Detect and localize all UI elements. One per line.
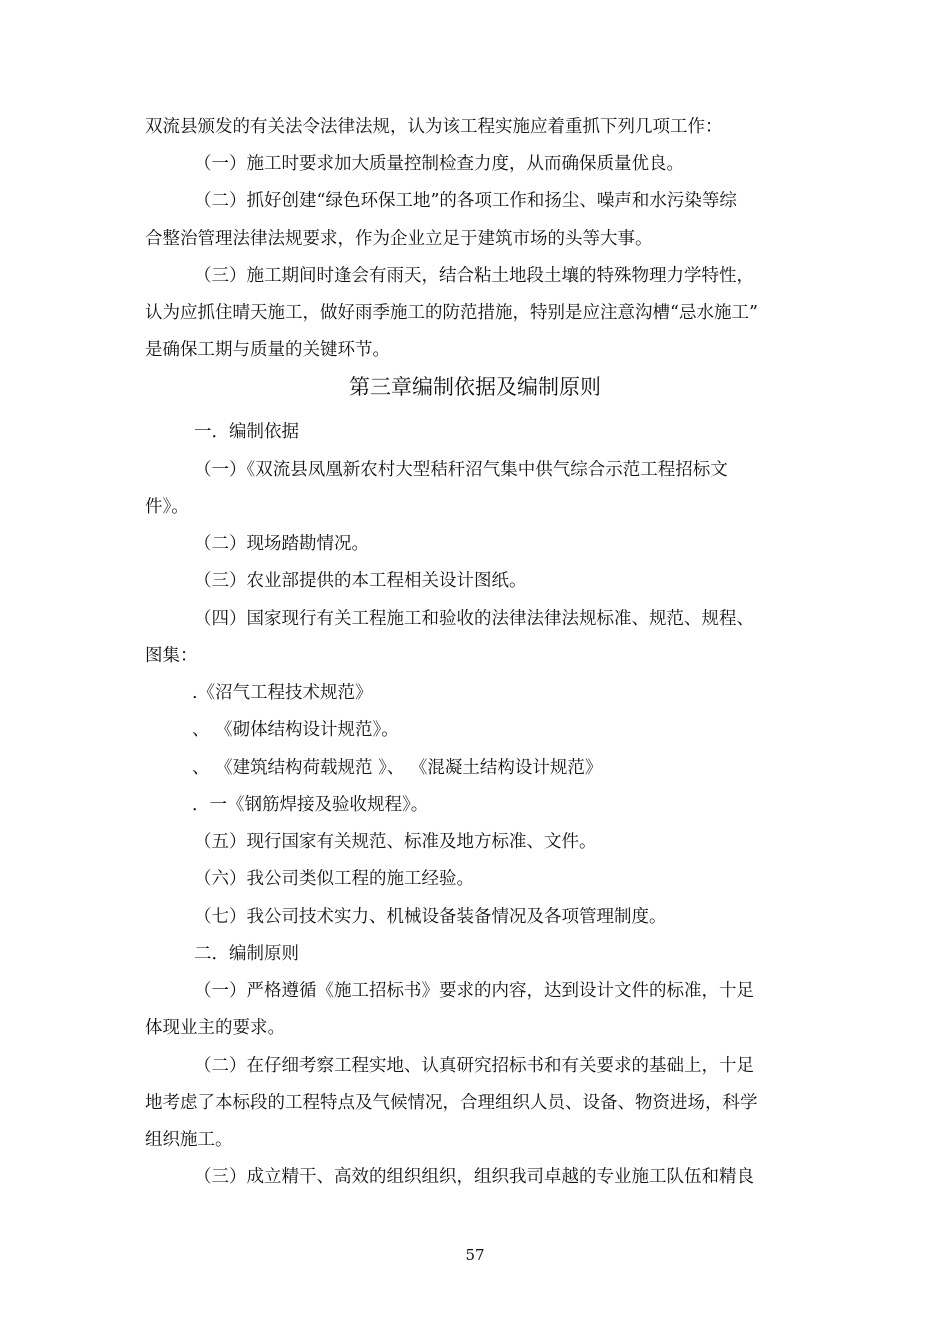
list-item: （一）严格遵循《施工招标书》要求的内容，达到设计文件的标准，十足 bbox=[194, 981, 754, 1001]
list-item: （二）在仔细考察工程实地、认真研究招标书和有关要求的基础上，十足 bbox=[194, 1056, 754, 1076]
page-number: 57 bbox=[465, 1246, 485, 1264]
list-item: 图集： bbox=[145, 646, 198, 666]
list-item: 体现业主的要求。 bbox=[145, 1018, 285, 1038]
standard-item: 、 《砌体结构设计规范》。 bbox=[192, 720, 399, 740]
paragraph-line: （三）施工期间时逢会有雨天，结合粘土地段土壤的特殊物理力学特性， bbox=[194, 266, 754, 286]
list-item: （一）《双流县凤凰新农村大型秸秆沼气集中供气综合示范工程招标文 bbox=[194, 460, 728, 480]
paragraph-line: 双流县颁发的有关法令法律法规，认为该工程实施应着重抓下列几项工作： bbox=[145, 117, 723, 137]
standard-item: .《沼气工程技术规范》 bbox=[192, 683, 373, 703]
list-item: （五）现行国家有关规范、标准及地方标准、文件。 bbox=[194, 832, 597, 852]
list-item: （七）我公司技术实力、机械设备装备情况及各项管理制度。 bbox=[194, 907, 667, 927]
paragraph-line: （一）施工时要求加大质量控制检查力度，从而确保质量优良。 bbox=[194, 154, 684, 174]
list-item: （六）我公司类似工程的施工经验。 bbox=[194, 869, 474, 889]
paragraph-line: 认为应抓住晴天施工，做好雨季施工的防范措施，特别是应注意沟槽“忌水施工” bbox=[145, 303, 758, 323]
chapter-title: 第三章编制依据及编制原则 bbox=[349, 375, 601, 399]
list-item: （三）农业部提供的本工程相关设计图纸。 bbox=[194, 571, 527, 591]
section-heading: 二．编制原则 bbox=[194, 944, 299, 964]
list-item: （二）现场踏勘情况。 bbox=[194, 534, 369, 554]
list-item: 地考虑了本标段的工程特点及气候情况，合理组织人员、设备、物资进场，科学 bbox=[145, 1093, 758, 1113]
section-heading: 一．编制依据 bbox=[194, 422, 299, 442]
list-item: 件》。 bbox=[145, 497, 189, 517]
list-item: 组织施工。 bbox=[145, 1130, 233, 1150]
standard-item: ．一《钢筋焊接及验收规程》。 bbox=[192, 795, 429, 815]
paragraph-line: 是确保工期与质量的关键环节。 bbox=[145, 340, 390, 360]
list-item: （三）成立精干、高效的组织组织，组织我司卓越的专业施工队伍和精良 bbox=[194, 1167, 754, 1187]
paragraph-line: （二）抓好创建“绿色环保工地”的各项工作和扬尘、噪声和水污染等综 bbox=[194, 191, 737, 211]
standard-item: 、 《建筑结构荷载规范 》、 《混凝土结构设计规范》 bbox=[192, 758, 603, 778]
paragraph-line: 合整治管理法律法规要求，作为企业立足于建筑市场的头等大事。 bbox=[145, 229, 653, 249]
list-item: （四）国家现行有关工程施工和验收的法律法律法规标准、规范、规程、 bbox=[194, 609, 754, 629]
